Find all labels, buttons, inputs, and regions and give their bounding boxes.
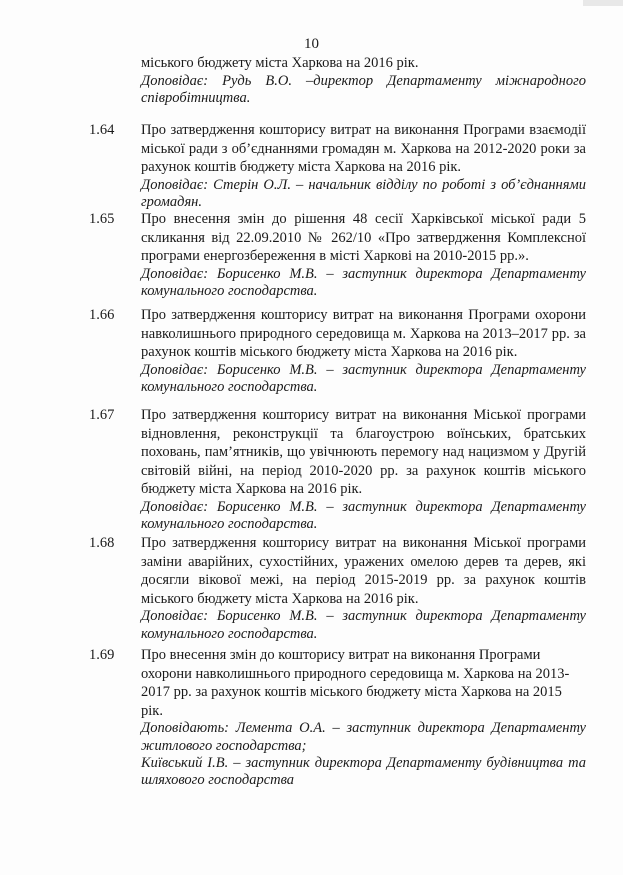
- item-title: Про затвердження кошторису витрат на виконання Програми взаємодії міської ради з об’єднаннями громадян м. Харкова на 2012-2020 роки за рахунок коштів бюджету міста Харкова на 2016 рік.: [141, 122, 586, 176]
- item-body: [141, 534, 586, 643]
- scan-artifact: [583, 0, 623, 6]
- item-body: [141, 646, 586, 789]
- continued-item: [141, 54, 586, 107]
- item-reporter-second: Київський І.В. – заступник директора Департаменту будівництва та шляхового господарства: [141, 754, 586, 788]
- item-reporter: Доповідають: Лемента О.А. – заступник директора Департаменту житлового господарства;: [141, 720, 586, 754]
- page-number: 10: [304, 36, 319, 52]
- item-body: [141, 210, 586, 300]
- item-reporter: Доповідає: Борисенко М.В. – заступник директора Департаменту комунального господарства.: [141, 265, 586, 299]
- item-number: 1.68: [89, 535, 115, 551]
- item-title: Про внесення змін до рішення 48 сесії Харківської міської ради 5 скликання від 22.09.2010 № 262/10 «Про затвердження Комплексної програми енергозбереження в місті Харкові на 2010-2015 рр.».: [141, 211, 586, 265]
- item-reporter: Доповідає: Борисенко М.В. – заступник директора Департаменту комунального господарства.: [141, 498, 586, 533]
- item-title: Про затвердження кошторису витрат на виконання Програми охорони навколишнього природного середовища м. Харкова на 2013–2017 рр. за рахунок коштів міського бюджету міста Харкова на 2016 рік.: [141, 307, 586, 361]
- item-number: 1.67: [89, 407, 115, 423]
- item-title: Про затвердження кошторису витрат на виконання Міської програми відновлення, реконструкції та благоустрою воїнських, братських поховань, пам’ятників, що увічнюють перемогу над нацизмом у Другій світовій війні, на період 2010-2020 рр. за рахунок коштів міського бюджету міста Харкова на 2016 рік.: [141, 407, 586, 498]
- item-body: [141, 121, 586, 211]
- item-number: 1.69: [89, 647, 115, 663]
- item-body: [141, 406, 586, 533]
- item-reporter: Доповідає: Стерін О.Л. – начальник відділу по роботі з об’єднаннями громадян.: [141, 176, 586, 210]
- item-body: [141, 306, 586, 396]
- item-number: 1.66: [89, 307, 115, 323]
- item-number: 1.64: [89, 122, 115, 138]
- item-title: Про затвердження кошторису витрат на виконання Міської програми заміни аварійних, сухостійних, уражених омелою дерев та дерев, які досягли вікової межі, на період 2015-2019 рр. за рахунок коштів міського бюджету міста Харкова на 2016 рік.: [141, 535, 586, 607]
- item-reporter: Доповідає: Борисенко М.В. – заступник директора Департаменту комунального господарства.: [141, 361, 586, 395]
- continued-item-reporter: Доповідає: Рудь В.О. –директор Департаменту міжнародного співробітництва.: [141, 72, 586, 106]
- continued-item-title: міського бюджету міста Харкова на 2016 рік.: [141, 55, 419, 71]
- item-reporter: Доповідає: Борисенко М.В. – заступник директора Департаменту комунального господарства.: [141, 608, 586, 642]
- item-title: Про внесення змін до кошторису витрат на виконання Програми охорони навколишнього природного середовища м. Харкова на 2013-2017 рр. за рахунок коштів міського бюджету міста Харкова на 2015 рік.: [141, 647, 570, 719]
- item-number: 1.65: [89, 211, 115, 227]
